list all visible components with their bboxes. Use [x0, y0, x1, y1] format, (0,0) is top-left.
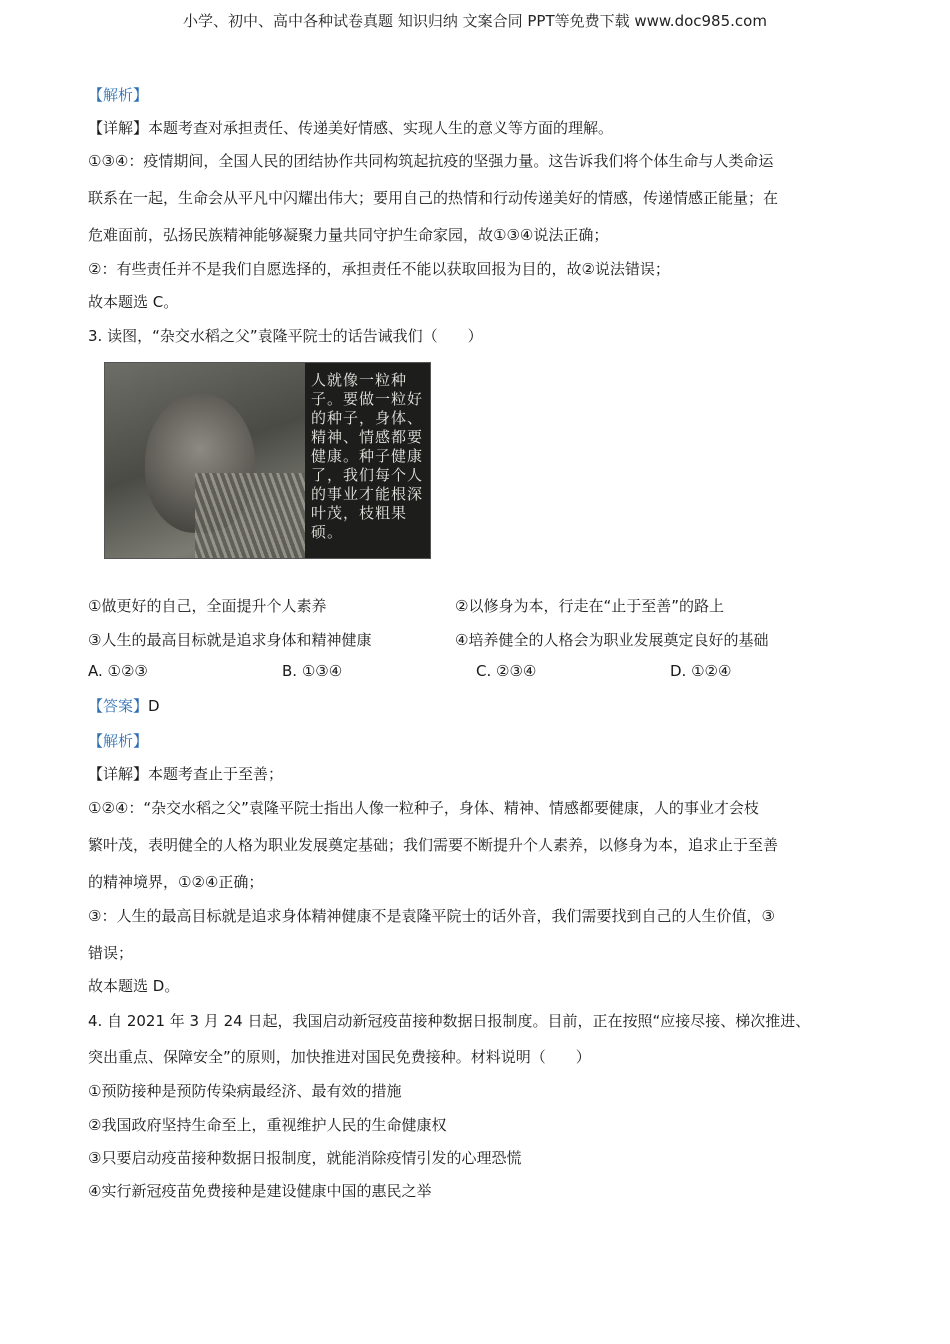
detail-tag: 【详解】	[88, 119, 149, 137]
rice-plants	[195, 473, 305, 558]
paragraph: 的精神境界，①②④正确；	[88, 873, 264, 891]
answer-value: D	[148, 697, 160, 715]
choice-c: C. ②③④	[476, 662, 537, 680]
paragraph: ①②④：“杂交水稻之父”袁隆平院士指出人像一粒种子，身体、精神、情感都要健康，人的事业才会枝	[88, 799, 759, 817]
paragraph: 繁叶茂，表明健全的人格为职业发展奠定基础；我们需要不断提升个人素养，以修身为本，追求止于至善	[88, 836, 779, 854]
quote-text: 人就像一粒种子。要做一粒好的种子，身体、精神、情感都要健康。种子健康了，我们每个人的事业才能根深叶茂，枝粗果硕。	[311, 371, 424, 541]
paragraph: ②：有些责任并不是我们自愿选择的，承担责任不能以获取回报为目的，故②说法错误；	[88, 260, 670, 278]
question-stem: 突出重点、保障安全”的原则，加快推进对国民免费接种。材料说明（ ）	[88, 1048, 591, 1066]
analysis-tag: 【解析】	[88, 86, 149, 104]
answer-tag: 【答案】	[88, 697, 149, 715]
page-header: 小学、初中、高中各种试卷真题 知识归纳 文案合同 PPT等免费下载 www.doc985.com	[183, 12, 767, 30]
detail-text: 本题考查对承担责任、传递美好情感、实现人生的意义等方面的理解。	[148, 119, 614, 137]
statement-option: ③人生的最高目标就是追求身体和精神健康	[88, 631, 372, 649]
paragraph: 错误；	[88, 944, 134, 962]
statement-option: ③只要启动疫苗接种数据日报制度，就能消除疫情引发的心理恐慌	[88, 1149, 522, 1167]
statement-option: ④实行新冠疫苗免费接种是建设健康中国的惠民之举	[88, 1182, 432, 1200]
statement-option: ①预防接种是预防传染病最经济、最有效的措施	[88, 1082, 402, 1100]
question-stem: 3. 读图，“杂交水稻之父”袁隆平院士的话告诫我们（ ）	[88, 327, 483, 345]
statement-option: ②我国政府坚持生命至上，重视维护人民的生命健康权	[88, 1116, 447, 1134]
question-stem: 4. 自 2021 年 3 月 24 日起，我国启动新冠疫苗接种数据日报制度。目前，正在按照“应接尽接、梯次推进、	[88, 1012, 811, 1030]
choice-b: B. ①③④	[282, 662, 343, 680]
detail-tag: 【详解】	[88, 765, 149, 783]
question-photo	[104, 362, 431, 559]
paragraph: 联系在一起，生命会从平凡中闪耀出伟大；要用自己的热情和行动传递美好的情感，传递情感正能量；在	[88, 189, 779, 207]
paragraph: 危难面前，弘扬民族精神能够凝聚力量共同守护生命家园，故①③④说法正确；	[88, 226, 609, 244]
choice-d: D. ①②④	[670, 662, 732, 680]
choice-a: A. ①②③	[88, 662, 148, 680]
paragraph: 故本题选 D。	[88, 977, 180, 995]
detail-text: 本题考查止于至善；	[148, 765, 284, 783]
statement-option: ②以修身为本，行走在“止于至善”的路上	[455, 597, 724, 615]
paragraph: ①③④：疫情期间，全国人民的团结协作共同构筑起抗疫的坚强力量。这告诉我们将个体生命与人类命运	[88, 152, 774, 170]
paragraph: 故本题选 C。	[88, 293, 179, 311]
statement-option: ④培养健全的人格会为职业发展奠定良好的基础	[455, 631, 769, 649]
detail-line	[88, 118, 613, 138]
detail-line	[88, 764, 283, 784]
paragraph: ③：人生的最高目标就是追求身体精神健康不是袁隆平院士的话外音，我们需要找到自己的人生价值，③	[88, 907, 775, 925]
statement-option: ①做更好的自己，全面提升个人素养	[88, 597, 327, 615]
analysis-tag: 【解析】	[88, 732, 149, 750]
answer-line	[88, 696, 160, 716]
